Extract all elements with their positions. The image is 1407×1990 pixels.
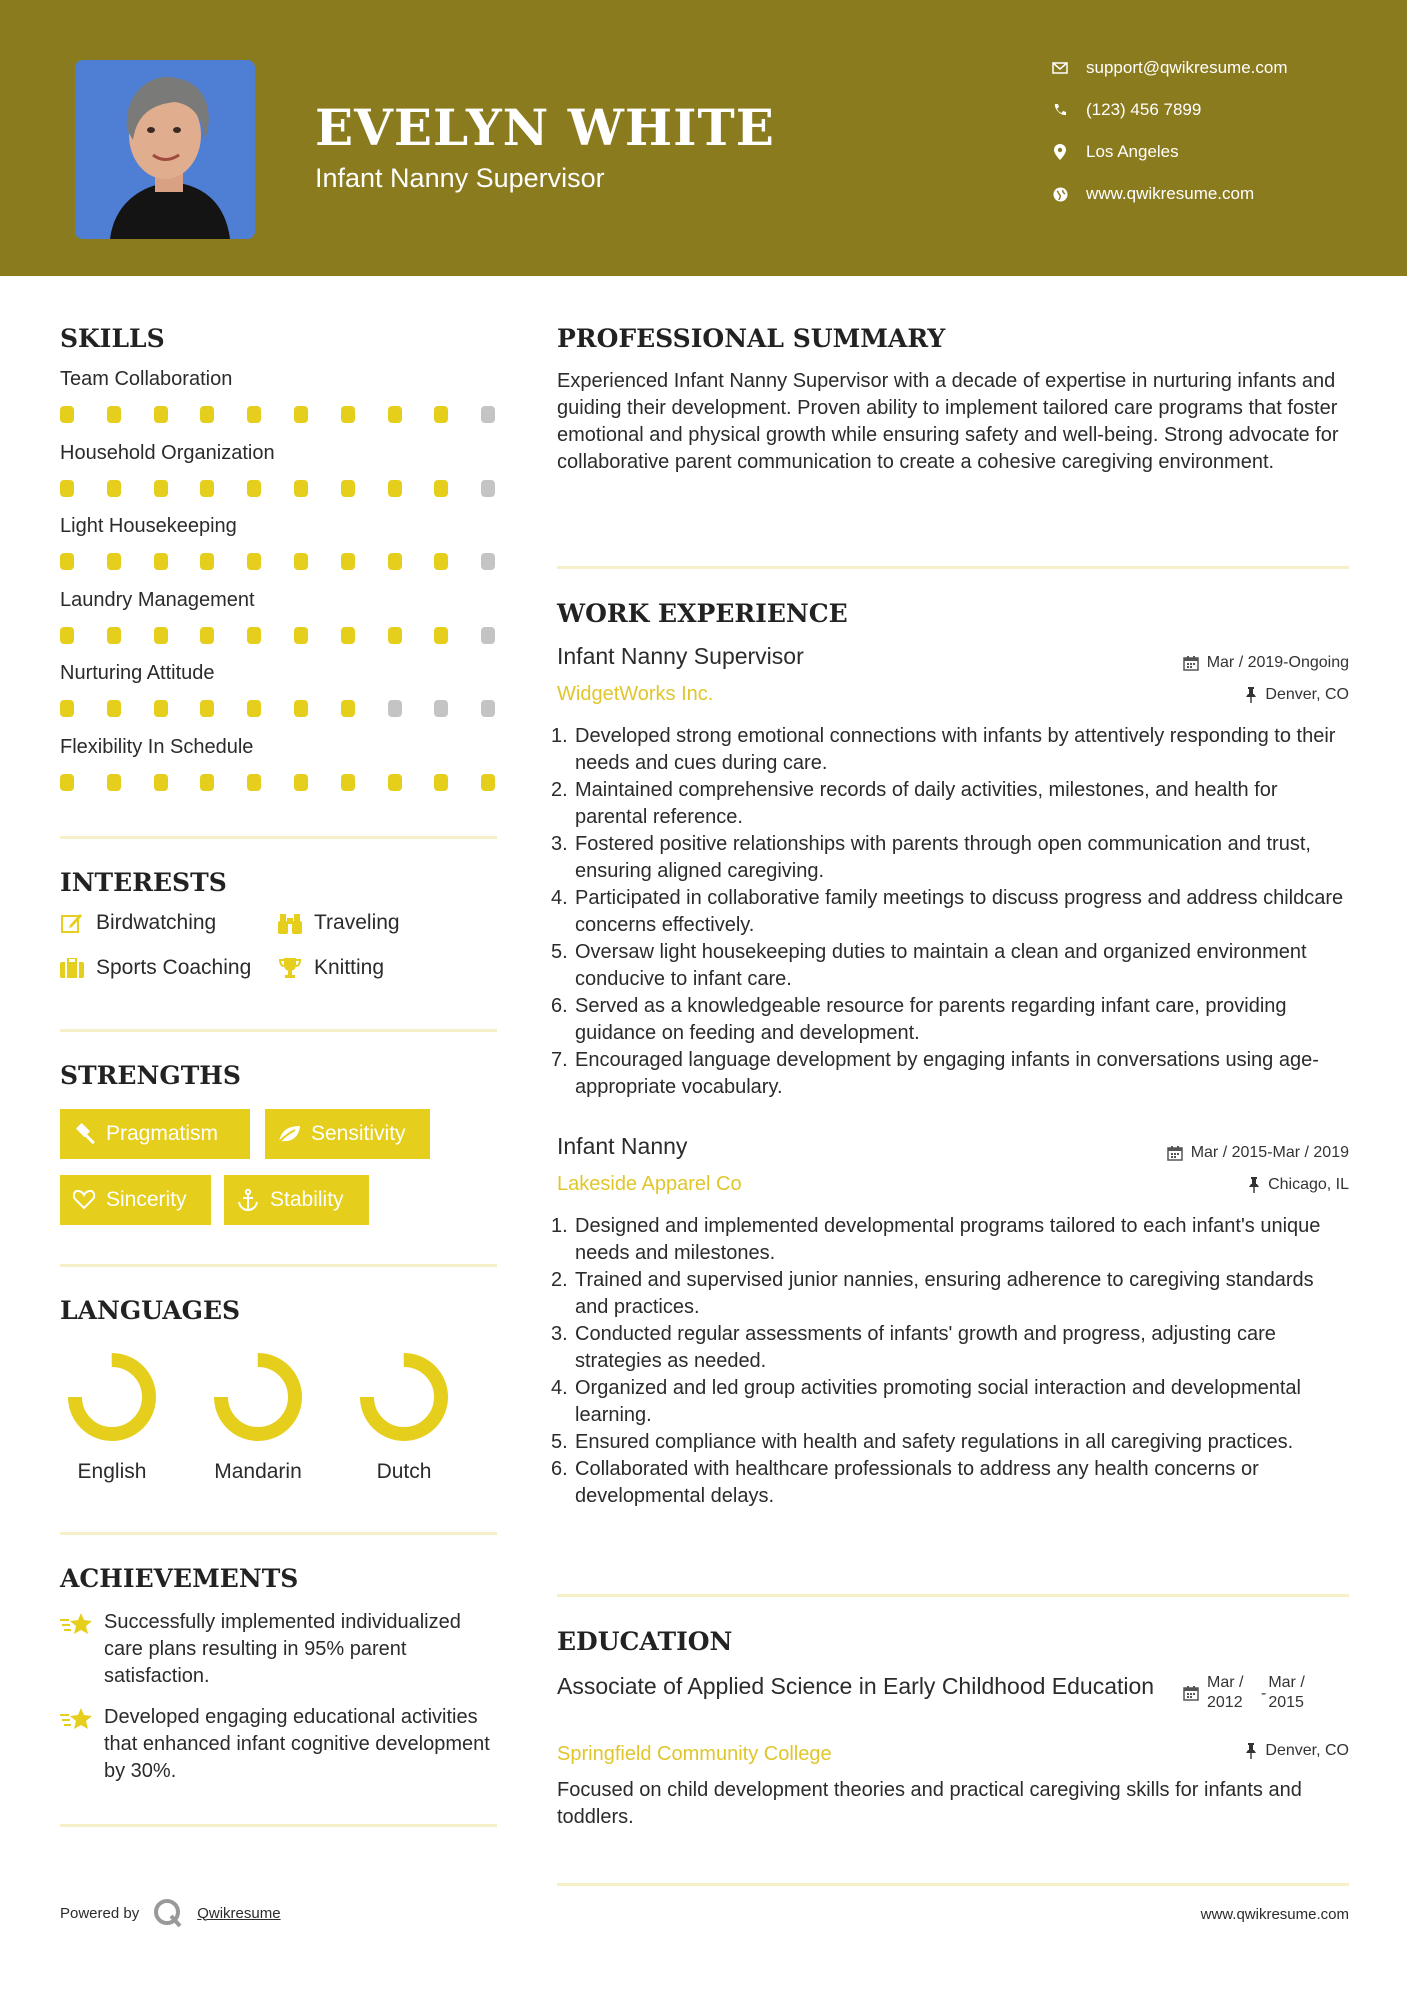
footer-website[interactable]: www.qwikresume.com	[1200, 1906, 1349, 1923]
footer-powered-by: Powered by Qwikresume	[60, 1898, 281, 1928]
language-level-arc	[75, 1360, 149, 1434]
skill-rating	[60, 553, 500, 571]
rating-dot	[60, 700, 74, 717]
rating-dot	[200, 553, 214, 570]
rating-dot	[481, 700, 495, 717]
list-item: 5. Ensured compliance with health and safety regulations in all caregiving practices.	[551, 1431, 1294, 1453]
skill-name: Flexibility In Schedule	[60, 735, 254, 758]
phone-icon	[1050, 100, 1070, 120]
section-divider	[557, 566, 1349, 569]
skill-rating	[60, 700, 500, 718]
gavel-icon	[72, 1123, 96, 1145]
skill-rating	[60, 406, 500, 424]
skill-name: Team Collaboration	[60, 368, 233, 390]
shooting-star-icon	[60, 1704, 104, 1785]
calendar-icon	[1183, 655, 1199, 671]
pencil-square-icon	[60, 911, 84, 935]
section-divider	[557, 1594, 1349, 1597]
rating-dot	[247, 406, 261, 423]
rating-dot	[294, 553, 308, 570]
rating-dot	[107, 627, 121, 644]
job-bullets	[551, 723, 1351, 1101]
section-divider	[60, 1532, 497, 1535]
strength-tag: Stability	[224, 1175, 369, 1225]
rating-dot	[200, 700, 214, 717]
rating-dot	[154, 406, 168, 423]
rating-dot	[107, 553, 121, 570]
rating-dot	[434, 774, 448, 791]
rating-dot	[247, 627, 261, 644]
list-item: 3. Fostered positive relationships with parents through open communication and trust, ensuring aligned caregiving.	[551, 833, 1311, 882]
interest-item: Sports Coaching	[60, 956, 251, 980]
rating-dot	[247, 553, 261, 570]
rating-dot	[154, 480, 168, 497]
rating-dot	[294, 627, 308, 644]
calendar-icon	[1167, 1145, 1183, 1161]
rating-dot	[341, 700, 355, 717]
rating-dot	[388, 553, 402, 570]
skill-rating	[60, 627, 500, 645]
strengths-title: STRENGTHS	[60, 1061, 241, 1090]
rating-dot	[154, 553, 168, 570]
job-company: WidgetWorks Inc.	[557, 683, 714, 705]
pushpin-icon	[1248, 1177, 1260, 1193]
school-name: Springfield Community College	[557, 1743, 832, 1765]
rating-dot	[200, 406, 214, 423]
profile-photo	[75, 60, 255, 239]
list-item: 4. Participated in collaborative family meetings to discuss progress and address childcare concerns effectively.	[551, 887, 1344, 936]
contact-phone: (123) 456 7899	[1050, 100, 1201, 120]
summary-text: Experienced Infant Nanny Supervisor with a decade of expertise in nurturing infants and guiding their development. Proven ability to implement tailored care programs that foster emotional and physical growth while ensuring safety and well-being. Strong advocate for collaborative parent communication to create a cohesive caregiving environment.	[557, 370, 1339, 473]
trophy-icon	[278, 956, 302, 980]
rating-dot	[247, 700, 261, 717]
rating-dot	[200, 774, 214, 791]
list-item: 5. Oversaw light housekeeping duties to maintain a clean and organized environment conducive to infant care.	[551, 941, 1307, 990]
achievement-item: Successfully implemented individualized care plans resulting in 95% parent satisfaction.	[60, 1609, 500, 1690]
leaf-icon	[277, 1124, 301, 1144]
skills-title: SKILLS	[60, 324, 165, 353]
rating-dot	[247, 480, 261, 497]
language-ring	[52, 1337, 172, 1462]
list-item: 3. Conducted regular assessments of infants' growth and progress, adjusting care strategies as needed.	[551, 1323, 1276, 1372]
envelope-icon	[1050, 58, 1070, 78]
degree-title: Associate of Applied Science in Early Childhood Education	[557, 1673, 1155, 1699]
achievement-item: Developed engaging educational activities that enhanced infant cognitive development by 30%.	[60, 1704, 500, 1785]
rating-dot	[341, 406, 355, 423]
job-title: Infant Nanny	[557, 1133, 688, 1159]
rating-dot	[341, 627, 355, 644]
rating-dot	[154, 774, 168, 791]
job-bullets	[551, 1213, 1351, 1510]
rating-dot	[388, 700, 402, 717]
rating-dot	[294, 700, 308, 717]
qwikresume-link[interactable]: Qwikresume	[197, 1904, 281, 1922]
section-divider	[557, 1883, 1349, 1886]
binoculars-icon	[278, 911, 302, 935]
list-item: 7. Encouraged language development by engaging infants in conversations using age-appropriate vocabulary.	[551, 1049, 1319, 1098]
globe-icon	[1050, 184, 1070, 204]
rating-dot	[341, 480, 355, 497]
heart-icon	[72, 1190, 96, 1210]
language-name: English	[77, 1460, 147, 1483]
rating-dot	[481, 627, 495, 644]
list-item: 6. Collaborated with healthcare professionals to address any health concerns or developmental delays.	[551, 1458, 1259, 1507]
skill-name: Nurturing Attitude	[60, 662, 215, 684]
language-level-arc	[367, 1360, 441, 1434]
rating-dot	[388, 774, 402, 791]
contact-website[interactable]: www.qwikresume.com	[1050, 184, 1254, 204]
rating-dot	[434, 553, 448, 570]
rating-dot	[200, 627, 214, 644]
education-location: Denver, CO	[1245, 1742, 1349, 1760]
pushpin-icon	[1245, 1743, 1257, 1759]
skill-name: Light Housekeeping	[60, 515, 237, 537]
job-title: Infant Nanny Supervisor	[557, 643, 804, 669]
language-name: Mandarin	[214, 1460, 302, 1483]
rating-dot	[154, 627, 168, 644]
strength-tag: Sensitivity	[265, 1109, 430, 1159]
rating-dot	[481, 480, 495, 497]
rating-dot	[434, 480, 448, 497]
education-description: Focused on child development theories and practical caregiving skills for infants and toddlers.	[557, 1779, 1302, 1828]
rating-dot	[294, 774, 308, 791]
list-item: 1. Developed strong emotional connections with infants by attentively responding to their needs and cues during care.	[551, 725, 1336, 774]
rating-dot	[154, 700, 168, 717]
experience-title: WORK EXPERIENCE	[557, 599, 848, 628]
rating-dot	[107, 406, 121, 423]
shooting-star-icon	[60, 1609, 104, 1690]
language-ring	[198, 1337, 318, 1462]
rating-dot	[388, 406, 402, 423]
list-item: 2. Maintained comprehensive records of daily activities, milestones, and health for parental reference.	[551, 779, 1278, 828]
rating-dot	[60, 553, 74, 570]
skill-name: Laundry Management	[60, 588, 255, 611]
rating-dot	[341, 774, 355, 791]
rating-dot	[481, 774, 495, 791]
rating-dot	[481, 406, 495, 423]
rating-dot	[294, 480, 308, 497]
rating-dot	[60, 406, 74, 423]
rating-dot	[294, 406, 308, 423]
job-dates: Mar / 2019-Ongoing	[1183, 654, 1349, 672]
section-divider	[60, 1029, 497, 1032]
calendar-icon	[1183, 1685, 1199, 1701]
language-name: Dutch	[376, 1460, 432, 1483]
anchor-icon	[236, 1189, 260, 1211]
job-location: Denver, CO	[1245, 686, 1349, 704]
rating-dot	[107, 700, 121, 717]
strength-tag: Sincerity	[60, 1175, 211, 1225]
rating-dot	[247, 774, 261, 791]
interest-item: Knitting	[278, 956, 384, 980]
list-item: 2. Trained and supervised junior nannies, ensuring adherence to caregiving standards and practices.	[551, 1269, 1314, 1318]
candidate-role: Infant Nanny Supervisor	[315, 163, 605, 193]
strength-tag: Pragmatism	[60, 1109, 250, 1159]
rating-dot	[60, 774, 74, 791]
job-location: Chicago, IL	[1248, 1176, 1349, 1194]
pushpin-icon	[1245, 687, 1257, 703]
rating-dot	[434, 406, 448, 423]
rating-dot	[60, 627, 74, 644]
list-item: 6. Served as a knowledgeable resource for parents regarding infant care, providing guidance on feeding and development.	[551, 995, 1287, 1044]
skill-rating	[60, 480, 500, 498]
rating-dot	[60, 480, 74, 497]
languages-title: LANGUAGES	[60, 1296, 241, 1325]
education-title: EDUCATION	[557, 1627, 733, 1656]
section-divider	[60, 1824, 497, 1827]
education-dates: Mar / 2012 - Mar / 2015	[1183, 1673, 1318, 1713]
achievements-title: ACHIEVEMENTS	[60, 1564, 299, 1593]
rating-dot	[388, 480, 402, 497]
language-ring	[344, 1337, 464, 1462]
rating-dot	[434, 627, 448, 644]
rating-dot	[341, 553, 355, 570]
list-item: 4. Organized and led group activities promoting social interaction and developmental learning.	[551, 1377, 1301, 1426]
section-divider	[60, 1264, 497, 1267]
interests-title: INTERESTS	[60, 868, 227, 897]
map-pin-icon	[1050, 142, 1070, 162]
section-divider	[60, 836, 497, 839]
briefcase-icon	[60, 956, 84, 980]
rating-dot	[481, 553, 495, 570]
job-dates: Mar / 2015-Mar / 2019	[1167, 1144, 1349, 1162]
skill-name: Household Organization	[60, 441, 275, 464]
summary-title: PROFESSIONAL SUMMARY	[557, 324, 946, 353]
rating-dot	[107, 774, 121, 791]
resume-header	[0, 0, 1407, 276]
contact-email[interactable]: support@qwikresume.com	[1050, 58, 1288, 78]
rating-dot	[434, 700, 448, 717]
interest-item: Birdwatching	[60, 911, 216, 935]
list-item: 1. Designed and implemented developmental programs tailored to each infant's unique needs and milestones.	[551, 1215, 1321, 1264]
candidate-name: EVELYN WHITE	[315, 98, 775, 157]
contact-location: Los Angeles	[1050, 142, 1179, 162]
job-company: Lakeside Apparel Co	[557, 1173, 742, 1195]
language-level-arc	[221, 1360, 295, 1434]
qwikresume-logo-icon	[153, 1898, 183, 1928]
rating-dot	[388, 627, 402, 644]
rating-dot	[107, 480, 121, 497]
rating-dot	[200, 480, 214, 497]
skill-rating	[60, 774, 500, 792]
interest-item: Traveling	[278, 911, 400, 935]
